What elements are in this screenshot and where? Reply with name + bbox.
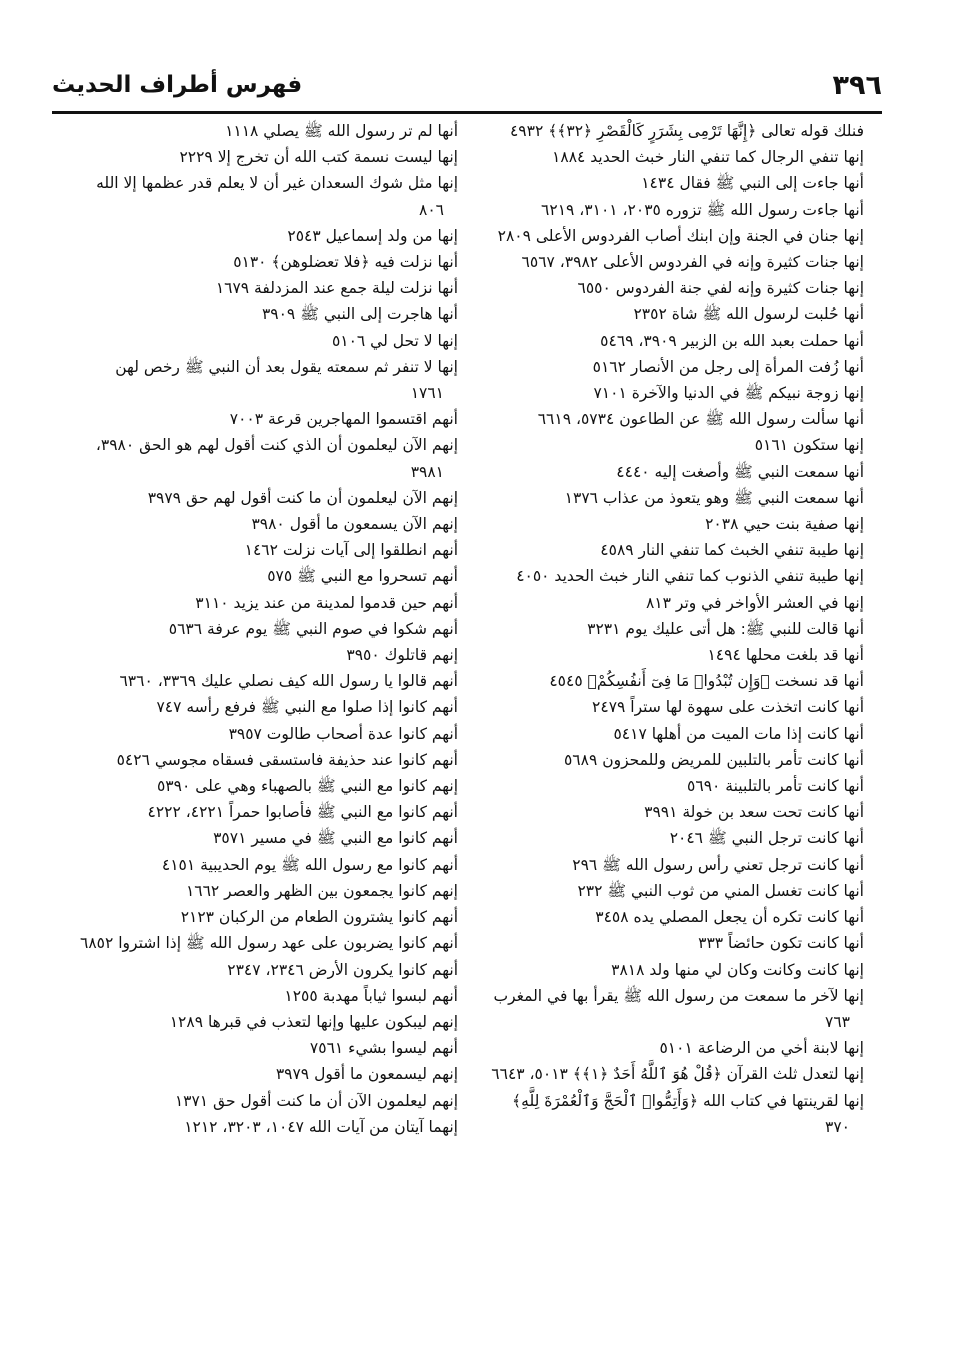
page-number: ٣٩٦ bbox=[832, 70, 882, 101]
index-entry: أنهم كانوا مع النبي ﷺ في مسير ٣٥٧١ bbox=[213, 829, 458, 848]
index-entry: أنهم اقتسموا المهاجرين قرعة ٧٠٠٣ bbox=[229, 410, 458, 429]
index-entry: إنهم كانوا مع النبي ﷺ بالصهباء وهي على ٥٣٩٠ bbox=[156, 777, 458, 796]
index-entry: إنهم ليسمعون ما أقول ٣٩٧٩ bbox=[275, 1065, 458, 1084]
index-entry: أنها نزلت ليلة جمع عند المزدلفة ١٦٧٩ bbox=[215, 279, 458, 298]
index-entry: أنهم قالوا يا رسول الله كيف نصلي عليك ٣٣٦٩، ٦٣٦٠ bbox=[119, 672, 458, 691]
index-entry: أنهم كانوا يشترون الطعام من الركبان ٢١٢٣ bbox=[180, 908, 458, 927]
index-entry: أنها كانت ترجل النبي ﷺ ٢٠٤٦ bbox=[669, 829, 864, 848]
index-entry: أنهم شكوا في صوم النبي ﷺ يوم عرفة ٥٦٣٦ bbox=[168, 619, 458, 638]
index-entry: إنها من ولد إسماعيل ٢٥٤٣ bbox=[287, 226, 458, 245]
index-entry: أنهم تسحروا مع النبي ﷺ ٥٧٥ bbox=[267, 567, 458, 586]
index-entry: أنها كانت تكون حائضاً ٣٣٣ bbox=[698, 934, 864, 953]
index-entry: إنها مثل شوك السعدان غير أن لا يعلم قدر عظمها إلا الله ٨٠٦ bbox=[96, 174, 458, 219]
index-entry: أنها كانت ترجل تعني رأس رسول الله ﷺ ٢٩٦ bbox=[572, 855, 864, 874]
index-entry: أنها قالت للنبي ﷺ: هل أتى عليك يوم ٣٢٣١ bbox=[587, 619, 864, 638]
index-entry: إنهم الآن ليعلمون أن الذي كنت أقول لهم هو الحق ٣٩٨٠، ٣٩٨١ bbox=[95, 436, 458, 481]
index-entry: إنها ليست نسمة كتب الله أن تخرج إلا ٢٢٢٩ bbox=[179, 148, 458, 167]
index-entry: أنهم انطلقوا إلى آيات نزلت ١٤٦٢ bbox=[244, 541, 458, 560]
index-entry: أنهم كانوا عند حذيفة فاستسقى فسقاه مجوسي ٥٤٢٦ bbox=[116, 750, 458, 769]
index-entry: أنهم كانوا مع رسول الله ﷺ يوم الحديبية ٤١٥١ bbox=[161, 855, 458, 874]
index-entry: إنها زوجة نبيكم ﷺ في الدنيا والآخرة ٧١٠١ bbox=[593, 384, 864, 403]
index-entry: أنها قد بلغت محلها ١٤٩٤ bbox=[707, 646, 864, 665]
running-title: فهرس أطراف الحديث bbox=[52, 72, 303, 98]
left-column bbox=[80, 118, 458, 1140]
index-entry: أنهم كانوا يضربون على عهد رسول الله ﷺ إذا اشتروا ٦٨٥٢ bbox=[80, 934, 458, 953]
index-entry: إنها في العشر الأواخر في وتر ٨١٣ bbox=[645, 593, 864, 612]
index-entry: أنها زُفت المرأة إلى رجل من الأنصار ٥١٦٢ bbox=[592, 357, 864, 376]
index-entry: أنها جاءت إلى النبي ﷺ فقال ١٤٣٤ bbox=[641, 174, 864, 193]
index-entry: أنها حُلبت لرسول الله ﷺ شاة ٢٣٥٢ bbox=[633, 305, 864, 324]
index-entry: أنها كانت إذا مات الميت من أهلها ٥٤١٧ bbox=[613, 724, 864, 743]
header-rule bbox=[52, 111, 882, 114]
index-entry: إنها تنفي الرجال كما تنفي النار خبث الحديد ١٨٨٤ bbox=[552, 148, 864, 167]
page-header bbox=[52, 66, 882, 110]
index-entry: فنلك قوله تعالى ﴿إِنَّهَا تَرْمِى بِشَرَرٍ كَالْقَصْرِ ﴿٣٢﴾﴾ ٤٩٣٢ bbox=[509, 122, 864, 140]
index-entry: أنهم كانوا عدة أصحاب طالوت ٣٩٥٧ bbox=[228, 724, 458, 743]
index-entry: أنها كانت تحت سعد بن خولة ٣٩٩١ bbox=[644, 803, 864, 822]
index-entry: إنها كانت وكانت وكان لي منها ولد ٣٨١٨ bbox=[611, 960, 864, 979]
index-entry: أنهم كانوا مع النبي ﷺ فأصابوا حمراً ٤٢٢١، ٤٢٢٢ bbox=[147, 803, 458, 822]
index-entry: أنها نزلت فيه ﴿فلا تعضلوهن﴾ ٥١٣٠ bbox=[233, 253, 458, 272]
index-entry: إنها لا تنفر ثم سمعته يقول بعد أن النبي ﷺ رخص لهن ١٧٦١ bbox=[115, 357, 458, 403]
index-entry: أنهم حين قدموا لمدينة من عند يزيد ٣١١٠ bbox=[195, 593, 458, 612]
index-entry: أنها كانت تأمر بالتلبين للمريض وللمحزون ٥٦٨٩ bbox=[563, 750, 864, 769]
index-entry: إنهم كانوا يجمعون بين الظهر والعصر ١٦٦٢ bbox=[185, 881, 458, 900]
index-entry: أنها كانت تأمر بالتلبينة ٥٦٩٠ bbox=[687, 777, 864, 796]
index-entry: إنها صفية بنت حيي ٢٠٣٨ bbox=[705, 515, 864, 534]
index-entry: إنها جنات كثيرة وإنه لفي جنة الفردوس ٦٥٥٠ bbox=[577, 279, 864, 298]
index-entry: أنها لم تر رسول الله ﷺ يصلي ١١١٨ bbox=[225, 122, 458, 140]
index-entry: إنها لتعدل ثلث القرآن ﴿قُلْ هُوَ ٱللَّهُ أَحَدٌ ﴿١﴾﴾ ٥٠١٣، ٦٦٤٣ bbox=[491, 1065, 864, 1084]
index-entry: إنهم ليبكون عليها وإنها لتعذب في قبرها ١٢٨٩ bbox=[169, 1012, 458, 1031]
index-entry: أنها سمعت النبي ﷺ وأصغت إليه ٤٤٤٠ bbox=[616, 462, 864, 481]
index-entry: إنها طيبة تنفي الذنوب كما تنفي النار خبث الحديد ٤٠٥٠ bbox=[516, 567, 864, 586]
index-entry: إنها ستكون ٥١٦١ bbox=[754, 436, 864, 455]
index-entry: أنها حملت بعبد الله بن الزبير ٣٩٠٩، ٥٤٦٩ bbox=[600, 331, 864, 350]
index-entry: أنهم لبسوا ثياباً مهدبة ١٢٥٥ bbox=[284, 986, 458, 1005]
index-entry: إنهم قاتلوك ٣٩٥٠ bbox=[346, 646, 458, 665]
index-entry: أنهم كانوا إذا صلوا مع النبي ﷺ فرفع رأسه ٧٤٧ bbox=[156, 698, 458, 717]
index-entry: أنها كانت تكره أن يجعل المصلي يده ٣٤٥٨ bbox=[595, 908, 864, 927]
index-entry: إنها جنات كثيرة وإنه في الفردوس الأعلى ٣٩٨٢، ٦٥٦٧ bbox=[521, 253, 864, 272]
index-entry: إنها لابنة أخي من الرضاعة ٥١٠١ bbox=[659, 1039, 864, 1058]
index-entry: إنها جنان في الجنة وإن ابنك أصاب الفردوس الأعلى ٢٨٠٩ bbox=[497, 226, 864, 245]
index-entry: أنهم كانوا يكرون الأرض ٢٣٤٦، ٢٣٤٧ bbox=[227, 960, 458, 979]
index-entry: أنها كانت تغسل المني من ثوب النبي ﷺ ٢٣٢ bbox=[577, 881, 864, 900]
index-entry: أنها سألت رسول الله ﷺ عن الطاعون ٥٧٣٤، ٦٦١٩ bbox=[537, 410, 864, 429]
index-entry: إنها طيبة تنفي الخبث كما تنفي النار ٤٥٨٩ bbox=[600, 541, 864, 560]
index-entry: إنهم ليعلمون الآن أن ما كنت أقول حق ١٣٧١ bbox=[174, 1091, 458, 1110]
right-column bbox=[484, 118, 864, 1140]
index-entry: إنها لآخر ما سمعت من رسول الله ﷺ يقرأ بها في المغرب ٧٦٣ bbox=[493, 986, 864, 1031]
index-entry: أنها جاءت رسول الله ﷺ تزوره ٢٠٣٥، ٣١٠١، ٦٢١٩ bbox=[541, 200, 864, 219]
index-entry: إنهم الآن ليعلمون أن ما كنت أقول لهم حق ٣٩٧٩ bbox=[147, 488, 458, 507]
index-entry: أنهم ليسوا بشيء ٧٥٦١ bbox=[309, 1039, 458, 1058]
index-entry: إنهم الآن يسمعون ما أقول ٣٩٨٠ bbox=[251, 515, 458, 534]
index-entry: أنها كانت اتخذت على سهوة لها ستراً ٢٤٧٩ bbox=[592, 698, 864, 717]
index-entry: أنها هاجرت إلى النبي ﷺ ٣٩٠٩ bbox=[261, 305, 458, 324]
index-entry: إنها لقرينتها في كتاب الله ﴿وَأَتِمُّوا۟ ٱلْحَجَّ وَٱلْعُمْرَةَ لِلَّهِ﴾ ٣٧٠ bbox=[512, 1091, 864, 1136]
index-entry: أنها قد نسخت ﴿وَإِن تُبْدُوا۟ مَا فِىٓ أَنفُسِكُمْ﴾ ٤٥٤٥ bbox=[549, 672, 864, 691]
index-entry: إنهما آيتان من آيات الله ١٠٤٧، ٣٢٠٣، ١٢١٢ bbox=[184, 1117, 458, 1136]
index-entry: أنها سمعت النبي ﷺ وهو يتعوذ من عذاب ١٣٧٦ bbox=[564, 488, 864, 507]
index-entry: إنها لا تحل لي ٥١٠٦ bbox=[331, 331, 458, 350]
